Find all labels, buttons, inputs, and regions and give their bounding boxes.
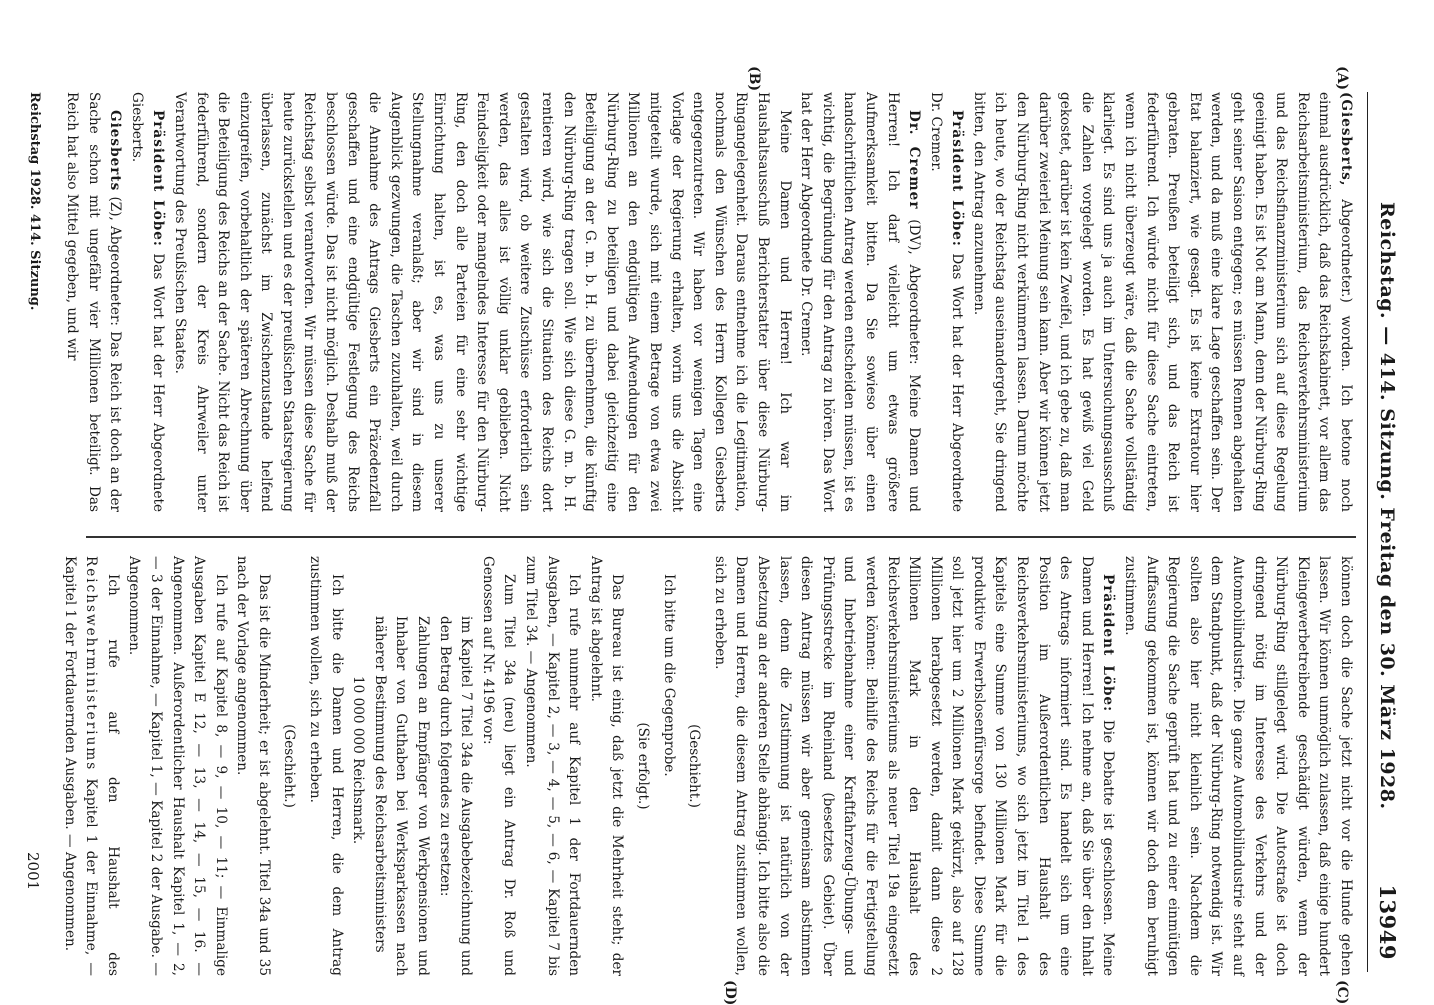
motion-amount: 10 000 000 Reichsmark. bbox=[350, 676, 367, 845]
speech-text: worden. Ich betone noch einmal ausdrücklich, daß das Reichskabinett, vor allem das Reichsarbeitsministerium, das Reichsverkehrsministerium und das Reichsfinanzministerium sich auf diese Regelung geeinigt haben. Es ist Not am Mann, denn der Nürburg-Ring geht seiner Saison entgegen; es müssen Rennen abgehalten werden, und da muß eine klare Lage geschaffen sein. Der Etat balanziert, wie gesagt. Es ist keine Extratour hier gebraten. Preußen beteiligt sich, und das Reich ist federführend. Ich würde nicht für diese Sache eintreten, wenn ich nicht überzeugt wäre, daß die Sache vollständig klarliegt. Es sind uns ja auch im Untersuchungsausschuß die Zahlen vorgelegt worden. Es hat gewiß viel Geld gekostet, darüber ist kein Zweifel, und ich gebe zu, daß man darüber zweierlei Meinung sein kann. Aber wir können jetzt den Nürburg-Ring nicht verkümmern lassen. Darum möchte ich heute, wo der Reichstag auseinandergeht, Sie dringend bitten, den Antrag anzunehmen. bbox=[970, 92, 1354, 512]
speaker-role: Abgeordneter.) bbox=[1338, 199, 1354, 303]
left-column bbox=[60, 92, 1356, 512]
page-number: 13949 bbox=[1375, 884, 1400, 960]
speaker-role: (DV), Abgeordneter: bbox=[906, 219, 923, 365]
page-footer bbox=[18, 92, 42, 972]
speech-text: Meine Damen und Herren! Ich war im Haushaltsausschuß Berichterstatter über diese Nürburg-Ringangelegenheit. Daraus entnehme ich die Legitimation, nochmals den Wünschen des Herrn Kollegen Giesberts entgegenzutreten. Wir haben vor wenigen Tagen eine Vorlage der Regierung erhalten, worin uns die Absicht mitgeteilt wurde, sich mit einem Betrage von etwa zwei Millionen an den endgültigen Aufwendungen für den Nürburg-Ring zu beteiligen und dabei gleichzeitig eine Beteiligung an der G. m. b. H. zu übernehmen, die künftig den Nürburg-Ring tragen soll. Wie sich diese G. m. b. H. rentieren wird, wie sich die Situation des Reichs dort gestalten wird, ob weitere Zuschüsse erforderlich sein werden, das alles ist völlig unklar geblieben. Nicht Feindseligkeit oder mangelndes Interesse für den Nürburg-Ring, den doch alle Parteien für eine sehr wichtige Einrichtung halten, ist es, was uns zu unserer Stellungnahme veranlaßt; aber wir sind in diesem Augenblick gezwungen, die Taschen zuzuhalten, weil durch die Annahme des Antrags Giesberts ein Präzedenzfall geschaffen und eine endgültige Festlegung des Reichs beschlossen würde. Das ist nicht möglich. Deshalb muß der Reichstag selbst verantworten. Wir müssen diese Sache für heute zurückstellen und es der preußischen Staatsregierung überlassen, zunächst im Zwischenzustande helfend einzugreifen, vorbehaltlich der späteren Abrechnung über die Beteiligung des Reichs an der Sache. Nicht das Reich ist federführend, sondern der Kreis Ahrweiler unter Verantwortung des Preußischen Staates. bbox=[171, 92, 793, 512]
margin-mark-b: (B) bbox=[746, 66, 762, 92]
motion-text: im Kapitel 7 Titel 34a die Ausgabebezeichnung und den Betrag durch folgendes zu ersetzen: bbox=[436, 616, 475, 976]
footer-session: Reichstag 1928. 414. Sitzung. bbox=[27, 92, 42, 311]
speech-text: Das Reich ist doch an der Sache schon mit ungefähr vier Millionen beteiligt. Das Reich hat also Mittel gegeben, und wir bbox=[63, 92, 124, 512]
margin-mark-a: (A) bbox=[1334, 66, 1350, 91]
paragraph bbox=[708, 556, 1118, 976]
speaker-name: (Giesberts, bbox=[1338, 92, 1354, 187]
paragraph: Das ist die Minderheit; er ist abgelehnt. Titel 34a und 35 nach der Vorlage angenommen. bbox=[234, 556, 272, 976]
paragraph: Das Bureau ist einig, daß jetzt die Mehrheit steht; der Antrag ist abgelehnt. bbox=[587, 556, 626, 976]
speaker-name: Präsident Löbe: bbox=[949, 110, 966, 247]
right-column bbox=[58, 556, 1356, 976]
ministry-name: Reichswehrministeriums bbox=[83, 556, 100, 772]
speaker-name: Giesberts bbox=[107, 110, 124, 192]
speech-text: Das Wort hat der Herr Abgeordnete Giesberts. bbox=[128, 92, 167, 513]
speaker-name: Dr. Cremer bbox=[906, 110, 923, 210]
speech-text: Ich rufe auf den Haushalt des bbox=[104, 574, 121, 976]
paragraph: Ich bitte um die Gegenprobe. bbox=[660, 574, 677, 777]
speaker-role: (Z), Abgeordneter: bbox=[107, 196, 124, 327]
paragraph: Zum Titel 34a (neu) liegt ein Antrag Dr. Roß und Genossen auf Nr. 4196 vor: bbox=[479, 556, 518, 976]
paragraph: können doch die Sache jetzt nicht vor die Hunde gehen lassen. Wir können unmöglich zulassen, daß einige hundert Kleingewerbetreibende geschädigt würden, wenn der Nürburg-Ring stillgelegt wird. Die Autostraße ist doch dringend nötig im Interesse des Verkehrs und der Automobilindustrie. Die ganze Automobilindustrie steht auf dem Standpunkt, daß der Nürburg-Ring notwendig ist. Wir sollten also hier nicht kleinlich sein. Nachdem die Regierung die Sache geprüft hat und zu einer einmütigen Auffassung gekommen ist, können wir doch dem beruhigt zustimmen. bbox=[1122, 556, 1354, 976]
paragraph bbox=[795, 92, 925, 512]
speech-text: Kapitel 1 der Einnahme, — Kapitel 1 der Fortdauernden Ausgaben. — Angenommen. bbox=[61, 556, 100, 976]
paragraph bbox=[60, 92, 125, 512]
motion-text: Zahlungen an Empfänger von Werkpensionen und Inhaber von Guthaben bei Werksparkassen nach näherer Bestimmung des Reichsarbeitsministers bbox=[371, 616, 432, 976]
speech-text: Die Debatte ist geschlossen. Meine Damen und Herren! Ich nehme an, daß Sie über den Inhalt des Antrags informiert sind. Es handelt sich um eine Position im Außerordentlichen Haushalt des Reichsverkehrsministeriums, wo sich jetzt im Titel 1 des Kapitels eine Summe von 130 Millionen Mark für die produktive Erwerbslosenfürsorge befindet. Diese Summe soll jetzt hier um 2 Millionen Mark gekürzt, also auf 128 Millionen herabgesetzt werden, damit dann diese 2 Millionen Mark in den Haushalt des Reichsverkehrsministeriums als neuer Titel 19a eingesetzt werden können: Beihilfe des Reichs für die Fertigstellung und Inbetriebnahme einer Kraftfahrzeug-Übungs- und Prüfungsstrecke im Rheinland (besetztes Gebiet). Über diesen Antrag müssen wir aber gemeinsam abstimmen lassen, denn die Zustimmung ist natürlich von der Absetzung an der anderen Stelle abhängig. Ich bitte also die Damen und Herren, die diesem Antrag zustimmen wollen, sich zu erheben. bbox=[711, 556, 1117, 977]
footer-number: 2001 bbox=[24, 852, 42, 891]
page-title: Reichstag. — 414. Sitzung. Freitag den 30. März 1928. bbox=[1376, 202, 1398, 810]
speaker-name: Präsident Löbe: bbox=[150, 110, 167, 247]
paragraph bbox=[967, 92, 1356, 512]
paragraph: Ich rufe nunmehr auf Kapitel 1 der Fortdauernden Ausgaben, — Kapitel 2, — 3, — 4, — 5, — 6, — Kapitel 7 bis zum Titel 34. — Angenommen. bbox=[523, 556, 583, 976]
stage-note: (Sie erfolgt.) bbox=[635, 722, 651, 810]
paragraph bbox=[58, 556, 123, 976]
stage-note: (Geschieht.) bbox=[281, 724, 298, 808]
margin-mark-d: (D) bbox=[722, 980, 738, 1005]
speech-text: Meine Damen und Herren! Ich darf vielleicht um etwas größere Aufmerksamkeit bitten. Da Sie sowieso über einen handschriftlichen Antrag werden entscheiden müssen, ist es wichtig, die Begründung für den Antrag zu hören. Das Wort hat der Herr Abgeordnete Dr. Cremer. bbox=[798, 92, 923, 512]
margin-mark-c: (C) bbox=[1334, 980, 1350, 1005]
paragraph bbox=[924, 92, 967, 512]
paragraph: Ich bitte die Damen und Herren, die dem Antrag zustimmen wollen, sich zu erheben. bbox=[307, 556, 345, 976]
paragraph: Ich rufe auf Kapitel 8, — 9, — 10, — 11; — Einmalige Ausgaben Kapitel E 12, — 13, — 14, — 15, — 16. — Angenommen. Außerordentlicher Haushalt Kapitel 1, — 2, — 3 der Einnahme, — Kapitel 1, — Kapitel 2 der Ausgabe. — Angenommen. bbox=[126, 556, 229, 976]
speech-text: Das Wort hat der Herr Abgeordnete Dr. Cremer. bbox=[927, 92, 966, 513]
page-header bbox=[1367, 92, 1402, 972]
stage-note: (Geschieht.) bbox=[686, 724, 703, 808]
speaker-name: Präsident Löbe: bbox=[1100, 574, 1117, 713]
paragraph bbox=[125, 92, 168, 512]
paragraph bbox=[168, 92, 794, 512]
column-divider bbox=[86, 536, 1356, 538]
